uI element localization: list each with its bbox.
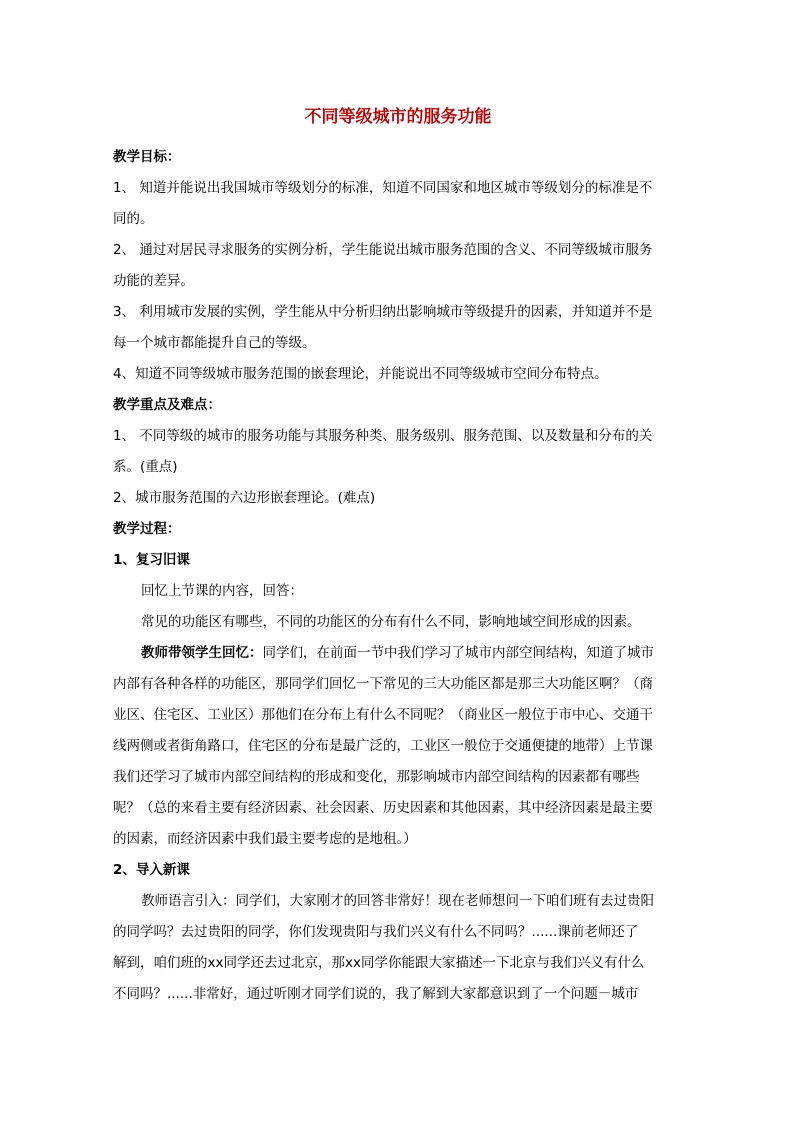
step-1-paragraph-3-first-line	[113, 638, 683, 669]
objective-4: 4、知道不同等级城市服务范围的嵌套理论，并能说出不同等级城市空间分布特点。	[113, 366, 608, 382]
objective-1-line-2: 同的。	[113, 211, 154, 227]
section-heading-process: 教学过程：	[113, 521, 181, 537]
key-point-1-line-1: 1、 不同等级的城市的服务功能与其服务种类、服务级别、服务范围、以及数量和分布的关	[113, 428, 653, 444]
document-title: 不同等级城市的服务功能	[304, 107, 492, 127]
step-1-paragraph-3-line-3: 业区、住宅区、工业区）那他们在分布上有什么不同呢？（商业区一般位于市中心、交通干	[113, 707, 653, 723]
document-body	[113, 102, 683, 1010]
objective-3-line-1: 3、 利用城市发展的实例，学生能从中分析归纳出影响城市等级提升的因素，并知道并不是	[113, 304, 653, 320]
objective-1-line-1: 1、 知道并能说出我国城市等级划分的标准，知道不同国家和地区城市等级划分的标准是不	[113, 180, 653, 196]
section-heading-key-points: 教学重点及难点：	[113, 397, 221, 413]
teacher-review-lead: 教师带领学生回忆：	[141, 645, 263, 661]
teacher-review-first-text: 同学们，在前面一节中我们学习了城市内部空间结构，知道了城市	[262, 645, 654, 661]
step-2-paragraph-1-first-line: 教师语言引入：同学们，大家刚才的回答非常好！现在老师想问一下咱们班有去过贵阳	[141, 893, 654, 909]
step-1-paragraph-3-line-5: 我们还学习了城市内部空间结构的形成和变化，那影响城市内部空间结构的因素都有哪些	[113, 769, 640, 785]
key-point-2: 2、城市服务范围的六边形嵌套理论。(难点)	[113, 490, 376, 506]
step-2-paragraph-1-line-3: 解到，咱们班的xx同学还去过北京，那xx同学你能跟大家描述一下北京与我们兴义有什么	[113, 955, 645, 971]
step-1-paragraph-3-line-6: 呢？（总的来看主要有经济因素、社会因素、历史因素和其他因素，其中经济因素是最主要	[113, 800, 653, 816]
step-2-heading: 2、导入新课	[113, 862, 190, 878]
step-2-paragraph-1-line-2: 的同学吗？去过贵阳的同学，你们发现贵阳与我们兴义有什么不同吗？......课前老师还了	[113, 924, 639, 940]
step-1-paragraph-3-line-7: 的因素，而经济因素中我们最主要考虑的是地租。）	[113, 831, 417, 847]
objective-3-line-2: 每一个城市都能提升自己的等级。	[113, 335, 316, 351]
step-1-heading: 1、复习旧课	[113, 552, 190, 568]
step-1-paragraph-3-line-4: 线两侧或者街角路口，住宅区的分布是最广泛的，工业区一般位于交通便捷的地带）上节课	[113, 738, 653, 754]
key-point-1-line-2: 系。(重点)	[113, 459, 178, 475]
step-1-paragraph-1: 回忆上节课的内容，回答：	[141, 583, 303, 599]
objective-2-line-1: 2、 通过对居民寻求服务的实例分析，学生能说出城市服务范围的含义、不同等级城市服务	[113, 242, 653, 258]
step-1-paragraph-2: 常见的功能区有哪些，不同的功能区的分布有什么不同，影响地域空间形成的因素。	[141, 614, 641, 630]
section-heading-objectives: 教学目标：	[113, 149, 181, 165]
objective-2-line-2: 功能的差异。	[113, 273, 194, 289]
step-2-paragraph-1-line-4: 不同吗？......非常好，通过听刚才同学们说的，我了解到大家都意识到了一个问题－城市	[113, 986, 639, 1002]
step-1-paragraph-3-line-2: 内部有各种各样的功能区，那同学们回忆一下常见的三大功能区都是那三大功能区啊？（商	[113, 676, 653, 692]
